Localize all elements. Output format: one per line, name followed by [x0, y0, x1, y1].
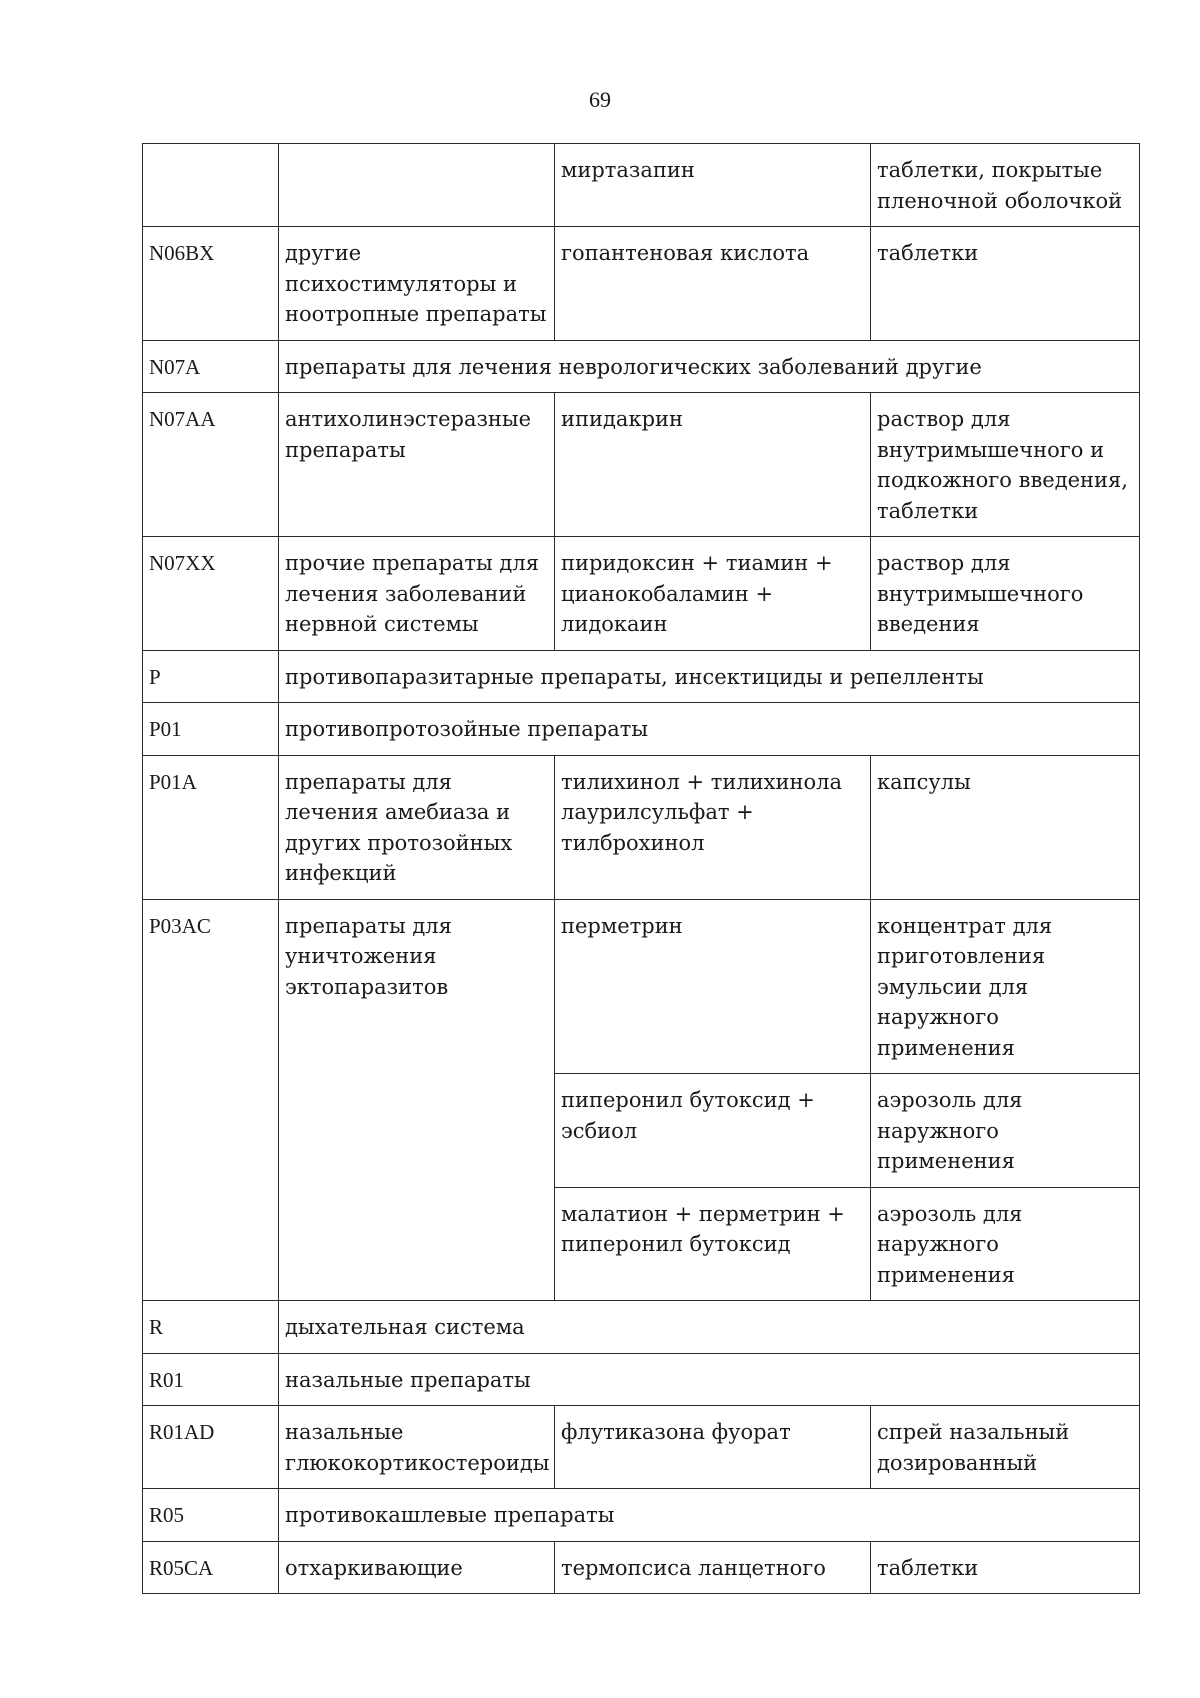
group-cell: препараты для уничтожения эктопаразитов: [279, 899, 555, 1301]
atc-code-cell: N07AA: [143, 393, 279, 537]
table-row: [143, 227, 1140, 341]
atc-code-cell: N07XX: [143, 537, 279, 651]
form-cell: раствор для внутримышечного введения: [871, 537, 1140, 651]
section-title-cell: противопаразитарные препараты, инсектициды и репелленты: [279, 650, 1140, 703]
group-cell: прочие препараты для лечения заболеваний нервной системы: [279, 537, 555, 651]
table-row: [143, 537, 1140, 651]
table-row: [143, 340, 1140, 393]
form-cell: таблетки: [871, 1541, 1140, 1594]
substance-cell: перметрин: [555, 899, 871, 1074]
substance-cell: пиперонил бутоксид + эсбиол: [555, 1074, 871, 1188]
table-row: [143, 703, 1140, 756]
table-row: [143, 1301, 1140, 1354]
form-cell: аэрозоль для наружного применения: [871, 1187, 1140, 1301]
group-cell: назальные глюкокортикостероиды: [279, 1406, 555, 1489]
atc-code-cell: R05: [143, 1489, 279, 1542]
table-row: [143, 1489, 1140, 1542]
group-cell: препараты для лечения амебиаза и других протозойных инфекций: [279, 755, 555, 899]
atc-code-cell: P01A: [143, 755, 279, 899]
form-cell: таблетки: [871, 227, 1140, 341]
group-cell: [279, 144, 555, 227]
table-row: [143, 1406, 1140, 1489]
table-row: [143, 899, 1140, 1074]
atc-code-cell: P: [143, 650, 279, 703]
table-row: [143, 1353, 1140, 1406]
form-cell: аэрозоль для наружного применения: [871, 1074, 1140, 1188]
form-cell: спрей назальный дозированный: [871, 1406, 1140, 1489]
group-cell: антихолинэстеразные препараты: [279, 393, 555, 537]
atc-code-cell: [143, 144, 279, 227]
section-title-cell: препараты для лечения неврологических заболеваний другие: [279, 340, 1140, 393]
section-title-cell: дыхательная система: [279, 1301, 1140, 1354]
substance-cell: ипидакрин: [555, 393, 871, 537]
substance-cell: термопсиса ланцетного: [555, 1541, 871, 1594]
form-cell: концентрат для приготовления эмульсии для наружного применения: [871, 899, 1140, 1074]
table-row: [143, 144, 1140, 227]
substance-cell: миртазапин: [555, 144, 871, 227]
atc-code-cell: R01AD: [143, 1406, 279, 1489]
page-number: 69: [589, 87, 611, 112]
table-row: [143, 1541, 1140, 1594]
atc-code-cell: R: [143, 1301, 279, 1354]
atc-code-cell: P03AC: [143, 899, 279, 1301]
table-row: [143, 650, 1140, 703]
section-title-cell: противопротозойные препараты: [279, 703, 1140, 756]
group-cell: отхаркивающие: [279, 1541, 555, 1594]
section-title-cell: противокашлевые препараты: [279, 1489, 1140, 1542]
atc-code-cell: R05CA: [143, 1541, 279, 1594]
atc-code-cell: P01: [143, 703, 279, 756]
substance-cell: флутиказона фуорат: [555, 1406, 871, 1489]
substance-cell: малатион + перметрин + пиперонил бутоксид: [555, 1187, 871, 1301]
section-title-cell: назальные препараты: [279, 1353, 1140, 1406]
group-cell: другие психостимуляторы и ноотропные препараты: [279, 227, 555, 341]
substance-cell: тилихинол + тилихинола лаурилсульфат + тилброхинол: [555, 755, 871, 899]
substance-cell: гопантеновая кислота: [555, 227, 871, 341]
substance-cell: пиридоксин + тиамин + цианокобаламин + лидокаин: [555, 537, 871, 651]
atc-code-cell: R01: [143, 1353, 279, 1406]
table-row: [143, 755, 1140, 899]
form-cell: таблетки, покрытые пленочной оболочкой: [871, 144, 1140, 227]
form-cell: капсулы: [871, 755, 1140, 899]
drug-table: [142, 143, 1140, 1594]
atc-code-cell: N07A: [143, 340, 279, 393]
atc-code-cell: N06BX: [143, 227, 279, 341]
form-cell: раствор для внутримышечного и подкожного введения, таблетки: [871, 393, 1140, 537]
table-row: [143, 393, 1140, 537]
